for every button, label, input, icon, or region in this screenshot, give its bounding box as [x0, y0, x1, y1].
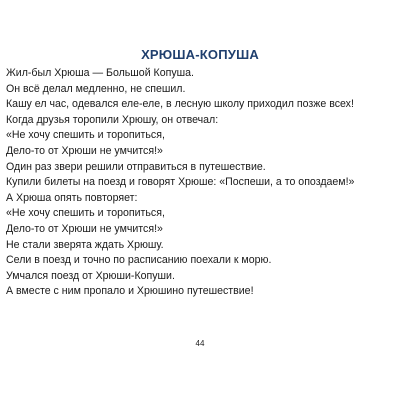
story-title: ХРЮША-КОПУША — [141, 47, 259, 62]
story-line: Сели в поезд и точно по расписанию поехали к морю. — [6, 254, 272, 267]
story-line: Он всё делал медленно, не спешил. — [6, 82, 186, 95]
story-line: «Не хочу спешить и торопиться, — [6, 207, 165, 220]
story-line: Один раз звери решили отправиться в путешествие. — [6, 160, 266, 173]
story-line: Кашу ел час, одевался еле-еле, в лесную школу приходил позже всех! — [6, 98, 354, 111]
story-line: «Не хочу спешить и торопиться, — [6, 129, 165, 142]
story-line: Дело-то от Хрюши не умчится!» — [6, 144, 163, 157]
story-line: А Хрюша опять повторяет: — [6, 191, 138, 204]
story-line: Когда друзья торопили Хрюшу, он отвечал: — [6, 113, 219, 126]
story-line: Не стали зверята ждать Хрюшу. — [6, 238, 164, 251]
page-number: 44 — [195, 339, 205, 348]
story-text — [6, 66, 398, 300]
story-line: Умчался поезд от Хрюши-Копуши. — [6, 269, 175, 282]
story-line: Жил-был Хрюша — Большой Копуша. — [6, 67, 194, 79]
story-line: Купили билеты на поезд и говорят Хрюше: «Поспеши, а то опоздаем!» — [6, 176, 355, 189]
story-line: А вместе с ним пропало и Хрюшино путешествие! — [6, 285, 254, 298]
story-line: Дело-то от Хрюши не умчится!» — [6, 222, 163, 235]
